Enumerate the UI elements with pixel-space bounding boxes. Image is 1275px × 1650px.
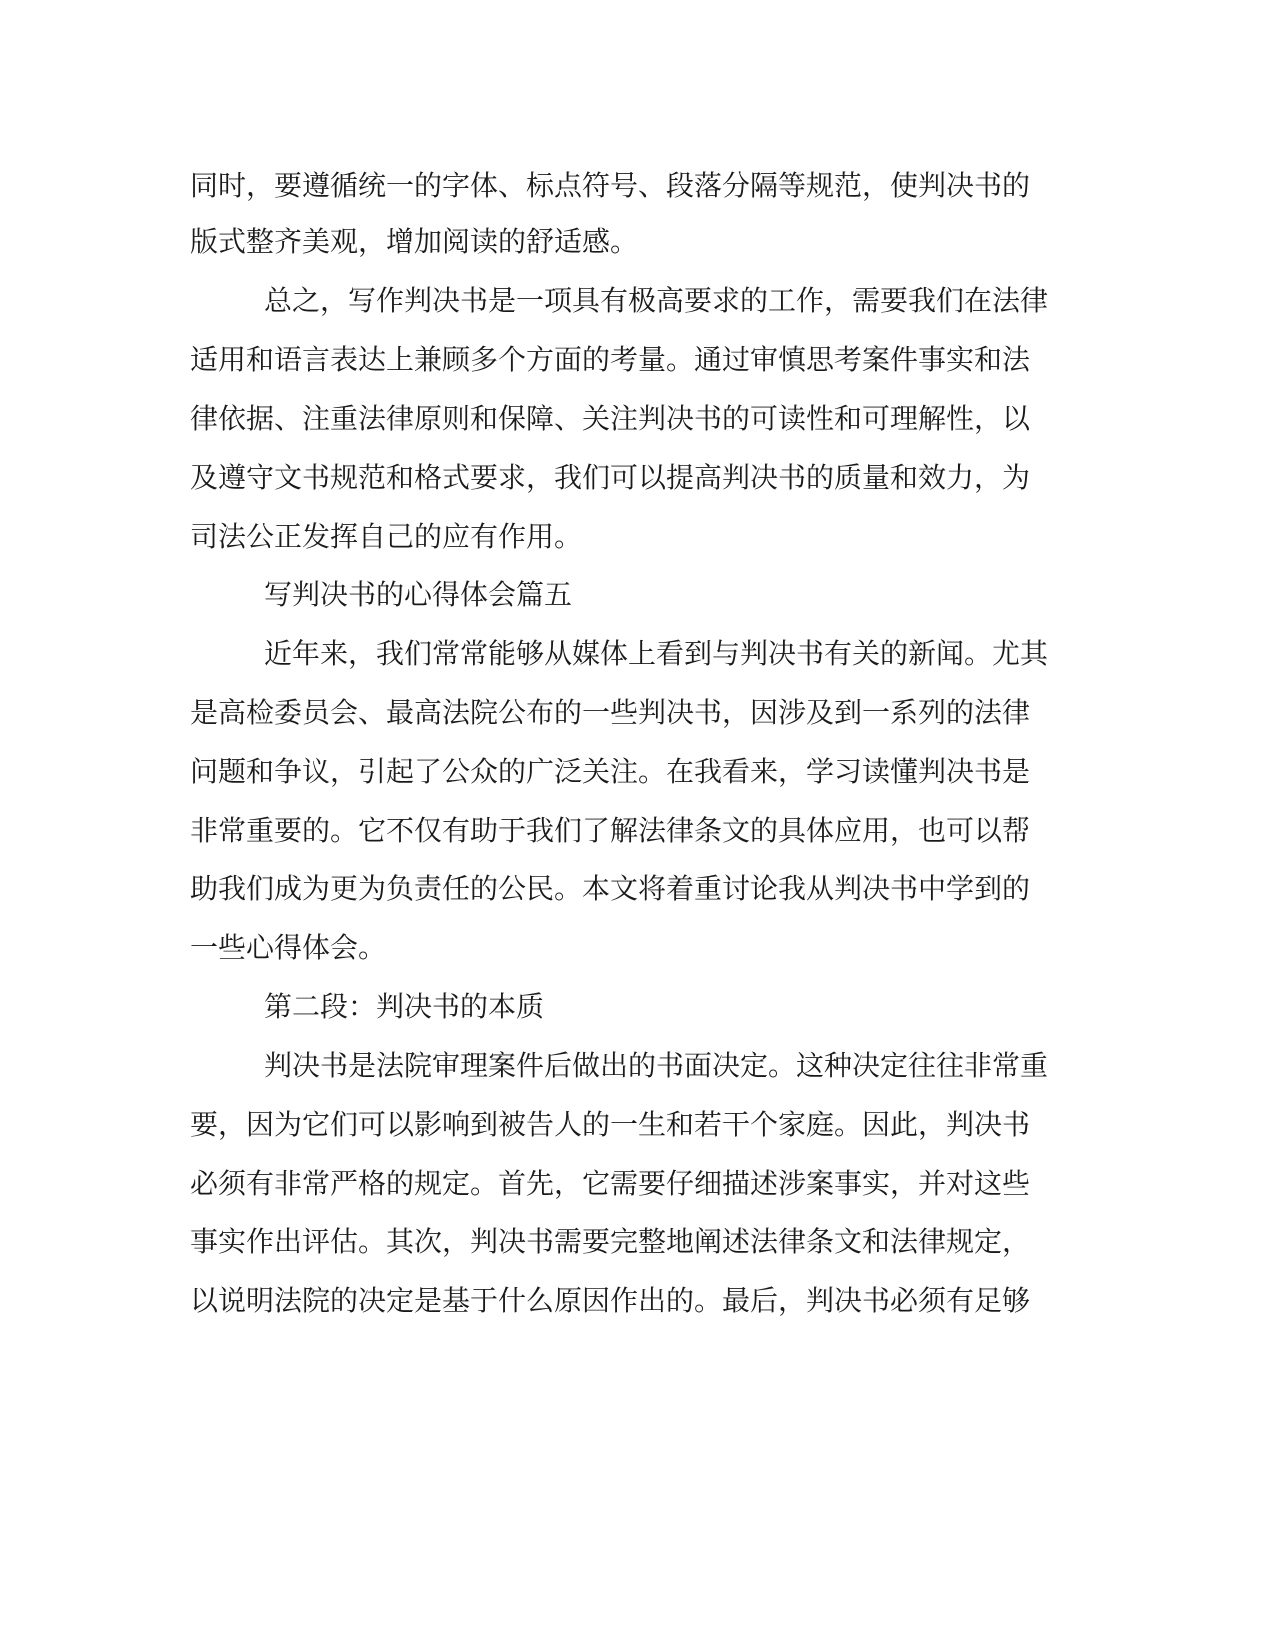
- section-heading: 写判决书的心得体会篇五: [264, 578, 573, 611]
- text-line: 司法公正发挥自己的应有作用。: [190, 520, 583, 553]
- text-line: 是高检委员会、最高法院公布的一些判决书，因涉及到一系列的法律: [190, 696, 1031, 729]
- text-line: 事实作出评估。其次，判决书需要完整地阐述法律条文和法律规定，: [190, 1225, 1031, 1258]
- paragraph-first-line: 总之，写作判决书是一项具有极高要求的工作，需要我们在法律: [264, 284, 1049, 317]
- text-line: 版式整齐美观，增加阅读的舒适感。: [190, 225, 639, 258]
- text-line: 助我们成为更为负责任的公民。本文将着重讨论我从判决书中学到的: [190, 872, 1031, 905]
- text-line: 要，因为它们可以影响到被告人的一生和若干个家庭。因此，判决书: [190, 1108, 1031, 1141]
- text-line: 非常重要的。它不仅有助于我们了解法律条文的具体应用，也可以帮: [190, 814, 1031, 847]
- paragraph-first-line: 判决书是法院审理案件后做出的书面决定。这种决定往往非常重: [264, 1049, 1049, 1082]
- text-line: 律依据、注重法律原则和保障、关注判决书的可读性和可理解性，以: [190, 402, 1031, 435]
- text-line: 以说明法院的决定是基于什么原因作出的。最后，判决书必须有足够: [190, 1284, 1031, 1317]
- text-line: 同时，要遵循统一的字体、标点符号、段落分隔等规范，使判决书的: [190, 169, 1031, 202]
- text-line: 问题和争议，引起了公众的广泛关注。在我看来，学习读懂判决书是: [190, 755, 1031, 788]
- paragraph-first-line: 近年来，我们常常能够从媒体上看到与判决书有关的新闻。尤其: [264, 637, 1049, 670]
- text-line: 一些心得体会。: [190, 931, 387, 964]
- text-line: 及遵守文书规范和格式要求，我们可以提高判决书的质量和效力，为: [190, 461, 1031, 494]
- text-line: 适用和语言表达上兼顾多个方面的考量。通过审慎思考案件事实和法: [190, 343, 1031, 376]
- section-heading: 第二段：判决书的本质: [264, 990, 545, 1023]
- text-line: 必须有非常严格的规定。首先，它需要仔细描述涉案事实，并对这些: [190, 1167, 1031, 1200]
